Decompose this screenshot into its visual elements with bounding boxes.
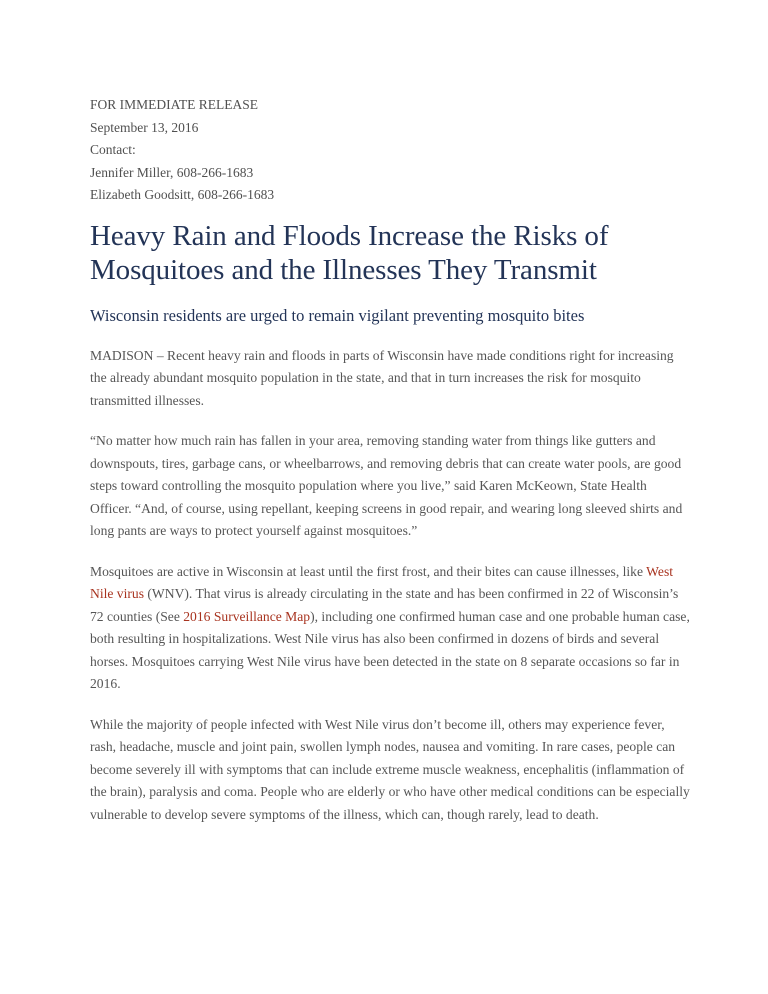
title-line-1: Heavy Rain and Floods Increase the Risks of — [90, 219, 609, 252]
surveillance-map-link[interactable]: 2016 Surveillance Map — [183, 608, 311, 624]
release-date: September 13, 2016 — [90, 119, 199, 135]
title-line-2: Mosquitoes and the Illnesses They Transmit — [90, 253, 597, 286]
paragraph-wnv — [90, 561, 690, 696]
press-release-page — [90, 94, 690, 826]
paragraph-wnv-text-3: ), including one confirmed human case and one probable human case, both resulting in hospitalizations. West Nile virus has also been confirmed in dozens of birds and several horses. Mosquitoes carrying West Nile virus have been detected in the state on 8 separate occasions so far in 2016. — [90, 608, 690, 691]
release-label: FOR IMMEDIATE RELEASE — [90, 97, 258, 112]
contact-elizabeth-goodsitt: Elizabeth Goodsitt, 608-266-1683 — [90, 187, 275, 202]
page-title — [90, 219, 690, 287]
paragraph-wnv-text-1: Mosquitoes are active in Wisconsin at least until the first frost, and their bites can cause illnesses, like — [90, 563, 647, 579]
west-nile-virus-link[interactable]: West Nile virus — [90, 563, 674, 601]
contact-jennifer-miller: Jennifer Miller, 608-266-1683 — [90, 164, 254, 180]
release-header — [90, 94, 690, 207]
paragraph-madison: MADISON – Recent heavy rain and floods in parts of Wisconsin have made conditions right for increasing the already abundant mosquito population in the state, and that in turn increases the risk for mosquito transmitted illnesses. — [90, 347, 674, 408]
contact-label: Contact: — [90, 142, 136, 157]
subtitle: Wisconsin residents are urged to remain vigilant preventing mosquito bites — [90, 305, 585, 325]
paragraph-quote: “No matter how much rain has fallen in your area, removing standing water from things like gutters and downspouts, tires, garbage cans, or wheelbarrows, and removing debris that can create water pools, are good steps toward controlling the mosquito population where you live,” said Karen McKeown, State Health Officer. “And, of course, using repellant, keeping screens in good repair, and wearing long sleeved shirts and long pants are ways to protect yourself against mosquitoes.” — [90, 433, 683, 538]
paragraph-symptoms: While the majority of people infected with West Nile virus don’t become ill, others may experience fever, rash, headache, muscle and joint pain, swollen lymph nodes, nausea and vomiting. In rare cases, people can become severely ill with symptoms that can include extreme muscle weakness, encephalitis (inflammation of the brain), paralysis and coma. People who are elderly or who have other medical conditions can be especially vulnerable to develop severe symptoms of the illness, which can, though rarely, lead to death. — [90, 716, 690, 822]
paragraph-wnv-text-2: (WNV). That virus is already circulating in the state and has been confirmed in 22 of Wisconsin’s 72 counties (See — [90, 586, 679, 624]
